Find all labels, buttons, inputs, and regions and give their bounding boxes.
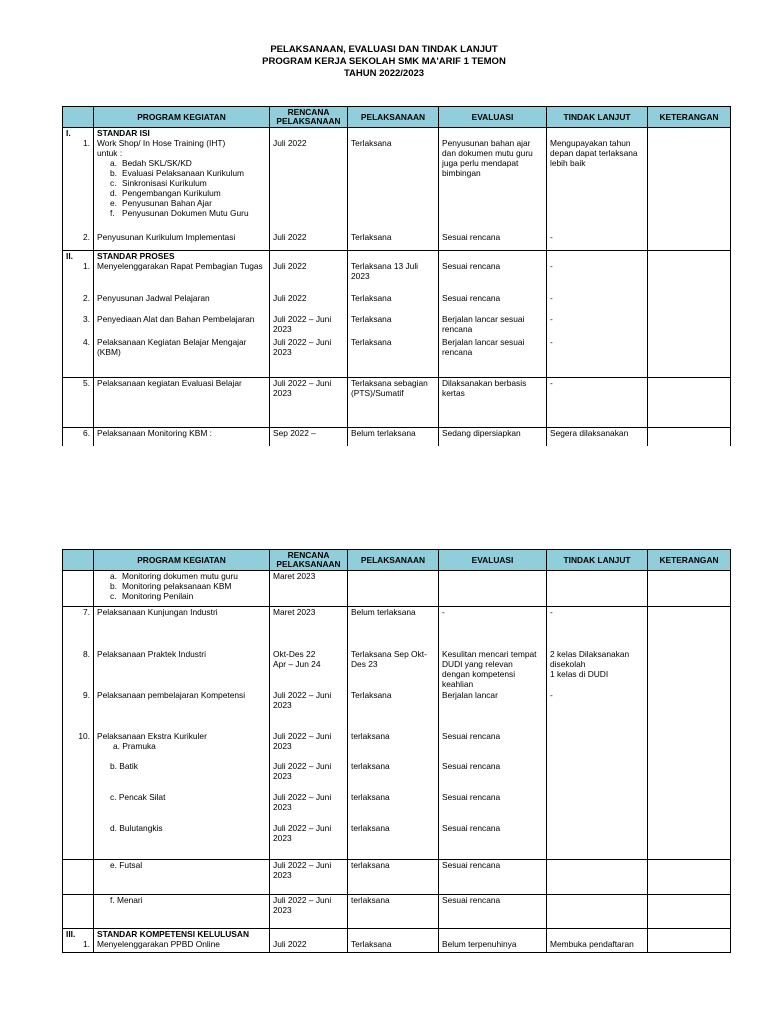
col-evaluasi: EVALUASI [439,550,547,571]
table-row: 8. Pelaksanaan Praktek Industri Okt-Des 22 Apr – Jun 24 Terlaksana Sep Okt-Des 23 Kesulitan mencari tempat DUDI yang relevan dengan kompetensi keahlian 2 kelas Dilaksanakan disekolah 1 kelas di DUDI [63,649,731,690]
table-row: 3. Penyediaan Alat dan Bahan Pembelajaran Juli 2022 – Juni 2023 Terlaksana Berjalan lancar sesuai rencana - [63,314,731,337]
header-subtitle: PROGRAM KERJA SEKOLAH SMK MA'ARIF 1 TEMON [262,56,506,67]
table-row: 6. Pelaksanaan Monitoring KBM : Sep 2022 – Belum terlaksana Sedang dipersiapkan Segera dilaksanakan [63,428,731,446]
col-program: PROGRAM KEGIATAN [94,550,270,571]
col-keterangan: KETERANGAN [648,550,731,571]
header-title: PELAKSANAAN, EVALUASI DAN TINDAK LANJUT [270,44,498,55]
section-title: STANDAR PROSES [94,250,270,261]
col-evaluasi: EVALUASI [439,107,547,128]
table-row: d. Bulutangkis Juli 2022 – Juni 2023 terlaksana Sesuai rencana [63,823,731,860]
table-header-row [63,550,731,571]
col-pelaksanaan: PELAKSANAAN [348,107,439,128]
col-rencana: RENCANA PELAKSANAAN [270,107,348,128]
section-row: II. STANDAR PROSES [63,250,731,261]
header-year: TAHUN 2022/2023 [343,68,425,79]
table-row: 2. Penyusunan Jadwal Pelajaran Juli 2022 Terlaksana Sesuai rencana - [63,293,731,314]
program-table-2 [62,549,731,953]
col-pelaksanaan: PELAKSANAAN [348,550,439,571]
table-row: 2. Penyusunan Kurikulum Implementasi Juli 2022 Terlaksana Sesuai rencana - [63,232,731,250]
table-row: c. Pencak Silat Juli 2022 – Juni 2023 terlaksana Sesuai rencana [63,792,731,823]
table-row: a. Monitoring dokumen mutu guru b. Monitoring pelaksanaan KBM c. Monitoring Penilain Maret 2023 [63,571,731,607]
section-row: I. STANDAR ISI [63,128,731,139]
table-row: f. Menari Juli 2022 – Juni 2023 terlaksana Sesuai rencana [63,895,731,929]
sub-list: a. Monitoring dokumen mutu guru b. Monitoring pelaksanaan KBM c. Monitoring Penilain [110,571,238,601]
col-no [63,107,94,128]
table-row: 4. Pelaksanaan Kegiatan Belajar Mengajar (KBM) Juli 2022 – Juni 2023 Terlaksana Berjalan lancar sesuai rencana - [63,337,731,378]
table-row: 10. Pelaksanaan Ekstra Kurikuler a. Pramuka Juli 2022 – Juni 2023 terlaksana Sesuai rencana [63,731,731,761]
section-title: STANDAR KOMPETENSI KELULUSAN [94,929,270,940]
table-row: 7. Pelaksanaan Kunjungan Industri Maret 2023 Belum terlaksana - - [63,607,731,649]
table-row: e. Futsal Juli 2022 – Juni 2023 terlaksana Sesuai rencana [63,860,731,895]
table-row: b. Batik Juli 2022 – Juni 2023 terlaksana Sesuai rencana [63,761,731,792]
program-table-1 [62,106,731,446]
table-row: 9. Pelaksanaan pembelajaran Kompetensi Juli 2022 – Juni 2023 Terlaksana Berjalan lancar - [63,690,731,731]
col-keterangan: KETERANGAN [648,107,731,128]
col-tindak-lanjut: TINDAK LANJUT [547,107,648,128]
col-no [63,550,94,571]
table-row: 1. Menyelenggarakan Rapat Pembagian Tugas Juli 2022 Terlaksana 13 Juli 2023 Sesuai rencana - [63,261,731,293]
col-tindak-lanjut: TINDAK LANJUT [547,550,648,571]
col-rencana: RENCANA PELAKSANAAN [270,550,348,571]
table-row: 1. Work Shop/ In Hose Training (IHT) untuk : a. Bedah SKL/SK/KD b. Evaluasi Pelaksanaan Kurikulum c. Sinkronisasi Kurikulum d. Pengembangan Kurikulum e. Penyusunan Bahan Ajar f. Penyusunan Dokumen Mutu Guru Juli 2022 Terlaksana Penyusunan bahan ajar dan dokumen mutu guru juga perlu mendapat bimbingan Mengupayakan tahun depan dapat terlaksana lebih baik [63,138,731,232]
sub-list: a. Bedah SKL/SK/KD b. Evaluasi Pelaksanaan Kurikulum c. Sinkronisasi Kurikulum d. Pengembangan Kurikulum e. Penyusunan Bahan Ajar f. Penyusunan Dokumen Mutu Guru [110,158,249,218]
section-row: III. STANDAR KOMPETENSI KELULUSAN [63,929,731,940]
table-row: 5. Pelaksanaan kegiatan Evaluasi Belajar Juli 2022 – Juni 2023 Terlaksana sebagian (PTS)/Sumatif Dilaksanakan berbasis kertas - [63,378,731,428]
table-row: 1. Menyelenggarakan PPBD Online Juli 2022 Terlaksana Belum terpenuhinya Membuka pendaftaran [63,939,731,952]
col-program: PROGRAM KEGIATAN [94,107,270,128]
program-cell: Work Shop/ In Hose Training (IHT) untuk : a. Bedah SKL/SK/KD b. Evaluasi Pelaksanaan Kurikulum c. Sinkronisasi Kurikulum d. Pengembangan Kurikulum e. Penyusunan Bahan Ajar f. Penyusunan Dokumen Mutu Guru [94,138,270,232]
document-header [0,44,768,80]
table-header-row [63,107,731,128]
section-title: STANDAR ISI [94,128,270,139]
